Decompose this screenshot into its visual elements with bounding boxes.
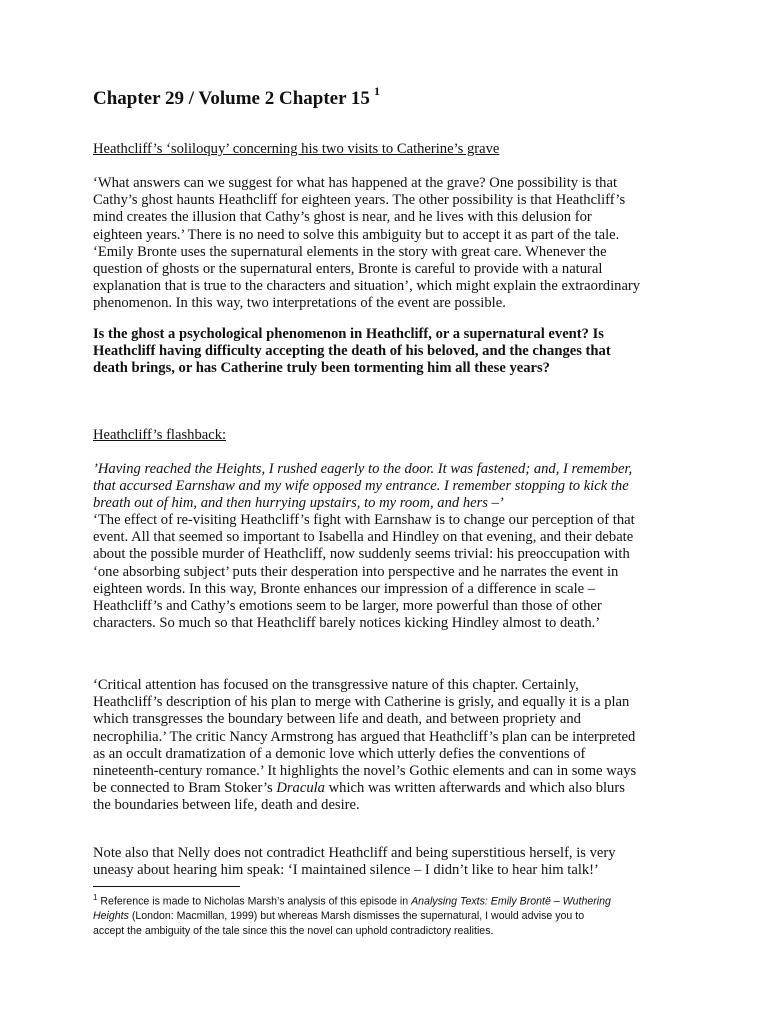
text-line: nineteenth-century romance.’ It highlights the novel’s Gothic elements and can in some ways <box>93 763 637 780</box>
text-line: which transgresses the boundary between life and death, and between propriety and <box>93 711 581 728</box>
section-heading-soliloquy <box>93 141 683 158</box>
text-line: ‘The effect of re-visiting Heathcliff’s fight with Earnshaw is to change our perception of that <box>93 512 635 528</box>
text-line: eighteen words. In this way, Bronte enhances our impression of a difference in scale – <box>93 580 596 597</box>
text-line: death brings, or has Catherine truly been tormenting him all these years? <box>93 360 550 377</box>
text-line: necrophilia.’ The critic Nancy Armstrong has argued that Heathcliff’s plan can be interpreted <box>93 728 636 745</box>
text-line: question of ghosts or the supernatural enters, Bronte is careful to provide with a natural <box>93 261 603 278</box>
text-segment: which was written afterwards and which also blurs <box>324 780 625 797</box>
text-line: phenomenon. In this way, two interpretations of the event are possible. <box>93 295 506 312</box>
text-line <box>93 780 683 797</box>
text-segment: be connected to Bram Stoker’s <box>93 780 277 797</box>
page-title <box>93 84 380 110</box>
book-title-dracula: Dracula <box>276 780 325 797</box>
text-line: about the possible murder of Heathcliff, now suddenly seems trivial: his preoccupation with <box>93 546 630 563</box>
text-line: ‘one absorbing subject’ puts their desperation into perspective and he narrates the event in <box>93 563 619 580</box>
text-line: uneasy about hearing him speak: ‘I maintained silence – I didn’t like to hear him talk!’ <box>93 862 599 879</box>
text-line: Heathcliff having difficulty accepting the death of his beloved, and the changes that <box>93 343 611 360</box>
text-line: Cathy’s ghost haunts Heathcliff for eighteen years. The other possibility is that Heathcliff’s <box>93 192 626 209</box>
quote-flashback <box>93 461 683 513</box>
text-line: Is the ghost a psychological phenomenon in Heathcliff, or a supernatural event? Is <box>93 326 604 342</box>
text-line: ’Having reached the Heights, I rushed eagerly to the door. It was fastened; and, I remember, <box>93 461 633 477</box>
text-line: ‘What answers can we suggest for what has happened at the grave? One possibility is that <box>93 175 617 191</box>
paragraph-nelly-note <box>93 845 683 879</box>
title-footnote-ref: 1 <box>373 84 380 98</box>
footnote-book-title: Analysing Texts: Emily Brontë – Wuthering <box>411 895 611 908</box>
footnote-book-title: Heights <box>93 910 129 923</box>
footnote-line <box>93 909 683 924</box>
footnote-separator <box>93 886 240 887</box>
text-line: ‘Critical attention has focused on the transgressive nature of this chapter. Certainly, <box>93 677 579 693</box>
text-line: event. All that seemed so important to Isabella and Hindley on that evening, and their debate <box>93 529 634 546</box>
page-title-text: Chapter 29 / Volume 2 Chapter 15 <box>93 88 370 109</box>
text-line: Note also that Nelly does not contradict Heathcliff and being superstitious herself, is very <box>93 845 616 861</box>
section-heading-soliloquy-text: Heathcliff’s ‘soliloquy’ concerning his two visits to Catherine’s grave <box>93 141 500 157</box>
text-line: explanation that is true to the characters and situation’, which might explain the extraordinary <box>93 278 641 295</box>
text-line: characters. So much so that Heathcliff barely notices kicking Hindley almost to death.’ <box>93 615 601 632</box>
footnote-line: accept the ambiguity of the tale since this the novel can uphold contradictory realities. <box>93 924 494 937</box>
text-line: mind creates the illusion that Cathy’s ghost is near, and he lives with this delusion for <box>93 209 592 226</box>
section-heading-flashback-text: Heathcliff’s flashback: <box>93 427 227 443</box>
text-line: as an occult dramatization of a demonic love which utterly defies the conventions of <box>93 745 586 762</box>
text-line: Heathcliff’s description of his plan to merge with Catherine is grisly, and equally it is a plan <box>93 694 630 711</box>
paragraph-critical-attention <box>93 677 683 815</box>
section-heading-flashback <box>93 427 683 444</box>
text-line: ‘Emily Bronte uses the supernatural elements in the story with great care. Whenever the <box>93 243 607 260</box>
text-line: breath out of him, and then hurrying upstairs, to my room, and hers –’ <box>93 495 504 512</box>
text-line: eighteen years.’ There is no need to solve this ambiguity but to accept it as part of the tale. <box>93 226 620 243</box>
text-segment: Reference is made to Nicholas Marsh’s analysis of this episode in <box>97 895 412 908</box>
text-line: Heathcliff’s and Cathy’s emotions seem to be larger, more powerful than those of other <box>93 598 602 615</box>
paragraph-ghost-question <box>93 326 683 378</box>
paragraph-fight-effect <box>93 512 683 632</box>
text-line: that accursed Earnshaw and my wife opposed my entrance. I remember stopping to kick the <box>93 478 629 495</box>
footnote-line <box>93 891 683 909</box>
footnote-marker: 1 <box>93 893 98 902</box>
paragraph-grave-answers <box>93 175 683 313</box>
text-line: the boundaries between life, death and desire. <box>93 797 360 814</box>
text-segment: (London: Macmillan, 1999) but whereas Marsh dismisses the supernatural, I would advise you to <box>128 910 585 923</box>
footnote <box>93 891 683 938</box>
